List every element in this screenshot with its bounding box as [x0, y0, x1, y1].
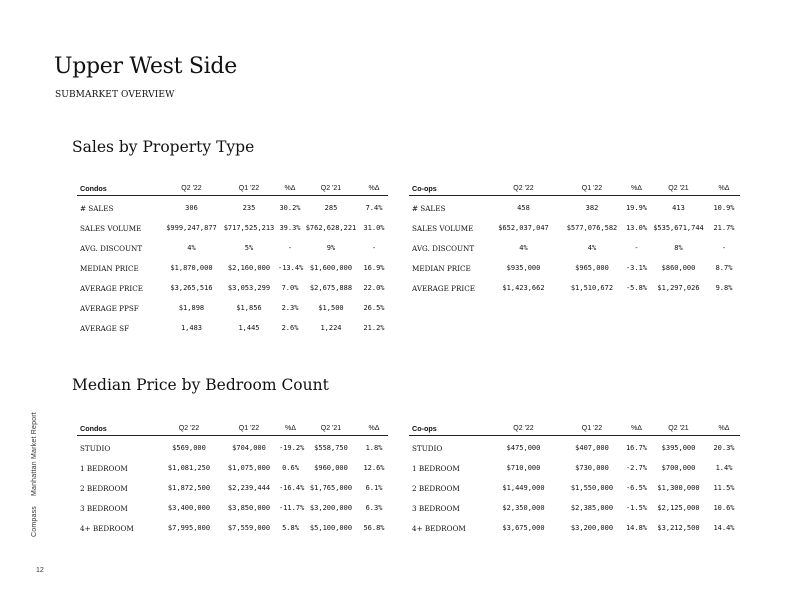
table-row — [77, 498, 388, 518]
row-label: MEDIAN PRICE — [80, 263, 139, 273]
coops-bedroom-table — [409, 421, 740, 538]
row-label: AVERAGE PRICE — [412, 283, 475, 293]
table-row — [409, 278, 740, 298]
table-cell: 4% — [519, 244, 528, 252]
row-label: STUDIO — [80, 443, 111, 453]
table-header-row — [409, 181, 740, 196]
table-cell: 26.5% — [363, 304, 385, 312]
table-cell: 6.1% — [365, 484, 383, 492]
table-cell: 13.0% — [625, 224, 648, 232]
row-label: # SALES — [80, 203, 114, 213]
table-cell: 8.7% — [715, 264, 733, 272]
table-cell: - — [371, 244, 377, 252]
table-cell: 16.9% — [363, 264, 385, 272]
table-row — [77, 278, 388, 298]
table-cell: $3,212,500 — [657, 524, 700, 532]
table-cell: 9% — [326, 244, 336, 252]
table-cell: 0.6% — [282, 464, 299, 472]
page-subtitle: SUBMARKET OVERVIEW — [55, 90, 175, 100]
row-label: MEDIAN PRICE — [412, 263, 471, 273]
table-cell: $1,550,000 — [570, 484, 614, 492]
table-cell: 2.3% — [281, 304, 299, 312]
table-cell: 19.9% — [625, 204, 648, 212]
table-row — [409, 498, 740, 518]
column-header: %Δ — [360, 181, 388, 196]
table-cell: $7,559,000 — [227, 524, 271, 532]
table-cell: - — [634, 244, 639, 252]
column-header: Q1 '22 — [220, 181, 278, 196]
row-label: AVERAGE SF — [80, 323, 130, 333]
table-cell: -13.4% — [278, 264, 304, 272]
table-cell: 458 — [517, 204, 530, 212]
column-header: Q2 '21 — [649, 181, 708, 196]
page-number: 12 — [36, 567, 44, 574]
table-cell: 16.7% — [625, 444, 648, 452]
table-row — [409, 196, 740, 219]
side-report-title: Manhattan Market Report — [31, 412, 38, 497]
table-cell: -1.5% — [625, 504, 648, 512]
table-cell: 1.4% — [715, 464, 733, 472]
table-cell: 20.3% — [713, 444, 735, 452]
table-cell: $3,675,000 — [502, 524, 545, 532]
table-cell: 14.8% — [625, 524, 648, 532]
table-cell: $2,125,000 — [657, 504, 700, 512]
table-cell: 1,445 — [238, 324, 260, 332]
row-label: 2 BEDROOM — [80, 483, 128, 493]
table-cell: 11.5% — [713, 484, 735, 492]
table-cell: -3.1% — [625, 264, 648, 272]
table-cell: $3,053,299 — [227, 284, 271, 292]
table-header-row — [77, 181, 388, 196]
table-cell: 21.2% — [363, 324, 385, 332]
row-label: # SALES — [412, 203, 446, 213]
table-cell: $7,995,000 — [167, 524, 211, 532]
table-cell: 6.3% — [365, 504, 383, 512]
table-row — [409, 458, 740, 478]
column-header: Q2 '22 — [487, 181, 560, 196]
table-row — [77, 318, 388, 338]
condos-sales-table — [77, 181, 388, 338]
table-cell: 39.3% — [279, 224, 301, 232]
table-cell: 12.6% — [363, 464, 385, 472]
table-cell: $395,000 — [661, 444, 696, 452]
table-row — [77, 458, 388, 478]
table-cell: 7.0% — [281, 284, 299, 292]
column-header: %Δ — [624, 181, 649, 196]
table-cell: 1,483 — [180, 324, 203, 332]
table-cell: $569,000 — [172, 444, 206, 452]
table-cell: 8% — [674, 244, 683, 252]
table-cell: $2,239,444 — [227, 484, 271, 492]
table-category-label: Co-ops — [409, 181, 487, 196]
table-cell: $860,000 — [661, 264, 696, 272]
table-row — [77, 436, 388, 459]
table-cell: - — [287, 244, 293, 252]
table-cell: $2,675,888 — [309, 284, 353, 292]
row-label: 4+ BEDROOM — [80, 523, 134, 533]
table-cell: $407,000 — [575, 444, 609, 452]
table-cell: -16.4% — [279, 484, 305, 492]
row-label: 4+ BEDROOM — [412, 523, 466, 533]
table-cell: $1,856 — [236, 304, 262, 312]
table-cell: $1,872,500 — [167, 484, 211, 492]
table-cell: $1,297,026 — [657, 284, 700, 292]
table-cell: $1,081,250 — [167, 464, 211, 472]
table-cell: -11.7% — [279, 504, 305, 512]
table-cell: $730,000 — [575, 464, 609, 472]
row-label: STUDIO — [412, 443, 443, 453]
column-header: Q1 '22 — [219, 421, 279, 436]
table-cell: 4% — [587, 244, 597, 252]
table-cell: $999,247,877 — [166, 224, 217, 232]
table-row — [77, 218, 388, 238]
row-label: AVERAGE PPSF — [80, 303, 139, 313]
row-label: 1 BEDROOM — [80, 463, 128, 473]
table-cell: 14.4% — [713, 524, 735, 532]
table-cell: 1,224 — [320, 324, 342, 332]
table-cell: 382 — [585, 204, 599, 212]
table-cell: - — [721, 244, 727, 252]
column-header: %Δ — [708, 421, 740, 436]
table-cell: 10.9% — [713, 204, 735, 212]
condos-bedroom-table — [77, 421, 388, 538]
table-header-row — [409, 421, 740, 436]
table-row — [409, 436, 740, 459]
column-header: %Δ — [278, 181, 302, 196]
table-row — [77, 258, 388, 278]
table-cell: $1,500 — [318, 304, 344, 312]
column-header: %Δ — [708, 181, 740, 196]
table-row — [77, 518, 388, 538]
table-cell: $652,037,047 — [498, 224, 549, 232]
table-cell: $535,671,744 — [653, 224, 704, 232]
table-cell: 30.2% — [279, 204, 301, 212]
side-brand: Compass — [31, 506, 38, 537]
column-header: Q1 '22 — [560, 181, 624, 196]
table-cell: $3,400,000 — [167, 504, 211, 512]
table-cell: $1,870,000 — [170, 264, 213, 272]
table-row — [409, 238, 740, 258]
table-cell: $704,000 — [232, 444, 266, 452]
row-label: 1 BEDROOM — [412, 463, 460, 473]
row-label: AVG. DISCOUNT — [80, 243, 143, 253]
table-row — [409, 478, 740, 498]
table-cell: -5.8% — [625, 284, 648, 292]
column-header: Q2 '22 — [487, 421, 560, 436]
table-cell: -6.5% — [625, 484, 648, 492]
table-row — [409, 518, 740, 538]
table-row — [77, 478, 388, 498]
table-cell: $965,000 — [575, 264, 609, 272]
column-header: %Δ — [279, 421, 302, 436]
table-cell: $558,750 — [314, 444, 348, 452]
row-label: 3 BEDROOM — [80, 503, 128, 513]
column-header: Q2 '21 — [649, 421, 708, 436]
column-header: Q2 '22 — [163, 181, 220, 196]
table-cell: 1.8% — [365, 444, 383, 452]
table-cell: 2.6% — [281, 324, 299, 332]
table-cell: 10.6% — [713, 504, 735, 512]
table-row — [77, 196, 388, 219]
row-label: SALES VOLUME — [80, 223, 142, 233]
row-label: AVG. DISCOUNT — [412, 243, 475, 253]
column-header: %Δ — [360, 421, 388, 436]
column-header: Q2 '21 — [302, 181, 360, 196]
table-cell: 56.8% — [363, 524, 385, 532]
table-cell: $5,100,000 — [309, 524, 353, 532]
table-cell: $1,765,000 — [309, 484, 353, 492]
table-cell: $2,385,000 — [570, 504, 614, 512]
table-cell: 5.8% — [282, 524, 299, 532]
column-header: %Δ — [624, 421, 649, 436]
table-cell: $1,423,662 — [502, 284, 545, 292]
table-cell: $717,525,213 — [223, 224, 275, 232]
row-label: 3 BEDROOM — [412, 503, 460, 513]
column-header: Q1 '22 — [560, 421, 624, 436]
table-cell: $3,200,000 — [570, 524, 614, 532]
table-row — [409, 258, 740, 278]
table-cell: -2.7% — [625, 464, 648, 472]
table-cell: $1,510,672 — [570, 284, 614, 292]
table-cell: $2,350,000 — [502, 504, 545, 512]
table-cell: $1,898 — [178, 304, 205, 312]
table-cell: $3,200,000 — [309, 504, 353, 512]
table-cell: -19.2% — [279, 444, 305, 452]
table-cell: 9.8% — [715, 284, 733, 292]
table-cell: $3,850,000 — [227, 504, 271, 512]
table-cell: 7.4% — [365, 204, 383, 212]
coops-sales-table — [409, 181, 740, 298]
table-category-label: Condos — [77, 181, 163, 196]
median-section-title: Median Price by Bedroom Count — [72, 376, 329, 394]
table-category-label: Co-ops — [409, 421, 487, 436]
table-cell: $700,000 — [661, 464, 696, 472]
table-cell: 285 — [324, 204, 338, 212]
row-label: SALES VOLUME — [412, 223, 474, 233]
table-cell: $3,265,516 — [170, 284, 213, 292]
column-header: Q2 '21 — [302, 421, 360, 436]
sales-section-title: Sales by Property Type — [72, 138, 255, 156]
table-header-row — [77, 421, 388, 436]
table-cell: 235 — [242, 204, 256, 212]
row-label: AVERAGE PRICE — [80, 283, 143, 293]
table-cell: 21.7% — [713, 224, 735, 232]
table-cell: 22.0% — [363, 284, 385, 292]
table-cell: $475,000 — [506, 444, 541, 452]
table-cell: $1,600,000 — [309, 264, 353, 272]
table-cell: $1,300,000 — [657, 484, 700, 492]
table-cell: $1,075,000 — [227, 464, 271, 472]
column-header: Q2 '22 — [159, 421, 219, 436]
table-cell: $1,449,000 — [502, 484, 545, 492]
table-cell: $960,000 — [314, 464, 348, 472]
table-cell: 306 — [185, 204, 198, 212]
table-cell: $762,628,221 — [305, 224, 357, 232]
page-title: Upper West Side — [54, 54, 237, 79]
table-cell: $577,076,582 — [566, 224, 618, 232]
table-cell: 5% — [244, 244, 254, 252]
table-cell: 413 — [672, 204, 685, 212]
table-cell: $710,000 — [506, 464, 541, 472]
table-cell: 4% — [187, 244, 196, 252]
table-row — [77, 238, 388, 258]
table-cell: $2,160,000 — [227, 264, 271, 272]
table-category-label: Condos — [77, 421, 159, 436]
row-label: 2 BEDROOM — [412, 483, 460, 493]
table-cell: $935,000 — [506, 264, 541, 272]
side-label — [31, 412, 38, 537]
table-row — [409, 218, 740, 238]
table-row — [77, 298, 388, 318]
table-cell: 31.0% — [363, 224, 385, 232]
